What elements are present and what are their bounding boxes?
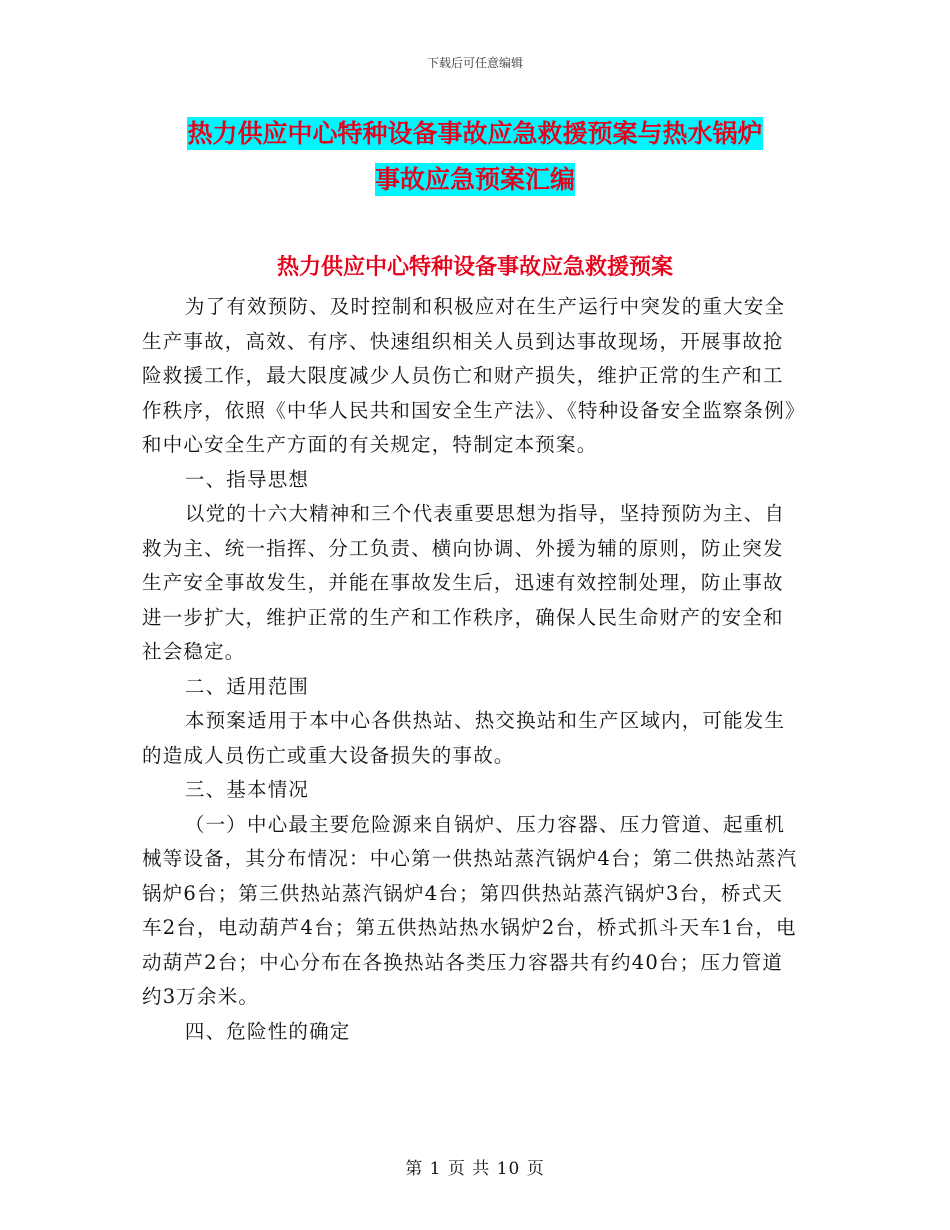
- document-body: [142, 290, 798, 1049]
- paragraph-scope: 本预案适用于本中心各供热站、热交换站和生产区域内，可能发生的造成人员伤亡或重大设备损失的事故。: [142, 709, 786, 767]
- title-highlight: 事故应急预案汇编: [374, 165, 575, 194]
- paragraph-guiding-thought: 以党的十六大精神和三个代表重要思想为指导，坚持预防为主、自救为主、统一指挥、分工负责、横向协调、外援为辅的原则，防止突发生产安全事故发生，并能在事故发生后，迅速有效控制处理，防止事故进一步扩大，维护正常的生产和工作秩序，确保人民生命财产的安全和社会稳定。: [142, 502, 786, 663]
- paragraph-basic-situation: （一）中心最主要危险源来自锅炉、压力容器、压力管道、起重机械等设备，其分布情况：中心第一供热站蒸汽锅炉4台；第二供热站蒸汽锅炉6台；第三供热站蒸汽锅炉4台；第四供热站蒸汽锅炉3台，桥式天车2台，电动葫芦4台；第五供热站热水锅炉2台，桥式抓斗天车1台，电动葫芦2台；中心分布在各换热站各类压力容器共有约40台；压力管道约3万余米。: [142, 812, 798, 1008]
- heading-guiding-thought: 一、指导思想: [184, 467, 310, 491]
- heading-basic-situation: 三、基本情况: [184, 778, 310, 801]
- header-note: 下载后可任意编辑: [426, 56, 523, 70]
- title-highlight: 热力供应中心特种设备事故应急救援预案与热水锅炉: [187, 119, 763, 148]
- heading-risk: 四、危险性的确定: [184, 1019, 351, 1043]
- paragraph-intro: 为了有效预防、及时控制和积极应对在生产运行中突发的重大安全生产事故，高效、有序、快速组织相关人员到达事故现场，开展事故抢险救援工作，最大限度减少人员伤亡和财产损失，维护正常的生产和工作秩序，依照《中华人民共和国安全生产法》、《特种设备安全监察条例》和中心安全生产方面的有关规定，特制定本预案。: [142, 295, 796, 456]
- heading-scope: 二、适用范围: [184, 674, 310, 698]
- document-title-line-1: [0, 114, 950, 150]
- page-footer: 第 1 页 共 10 页: [405, 1159, 545, 1179]
- document-title-line-2: [0, 160, 950, 196]
- section-title: 热力供应中心特种设备事故应急救援预案: [276, 255, 673, 280]
